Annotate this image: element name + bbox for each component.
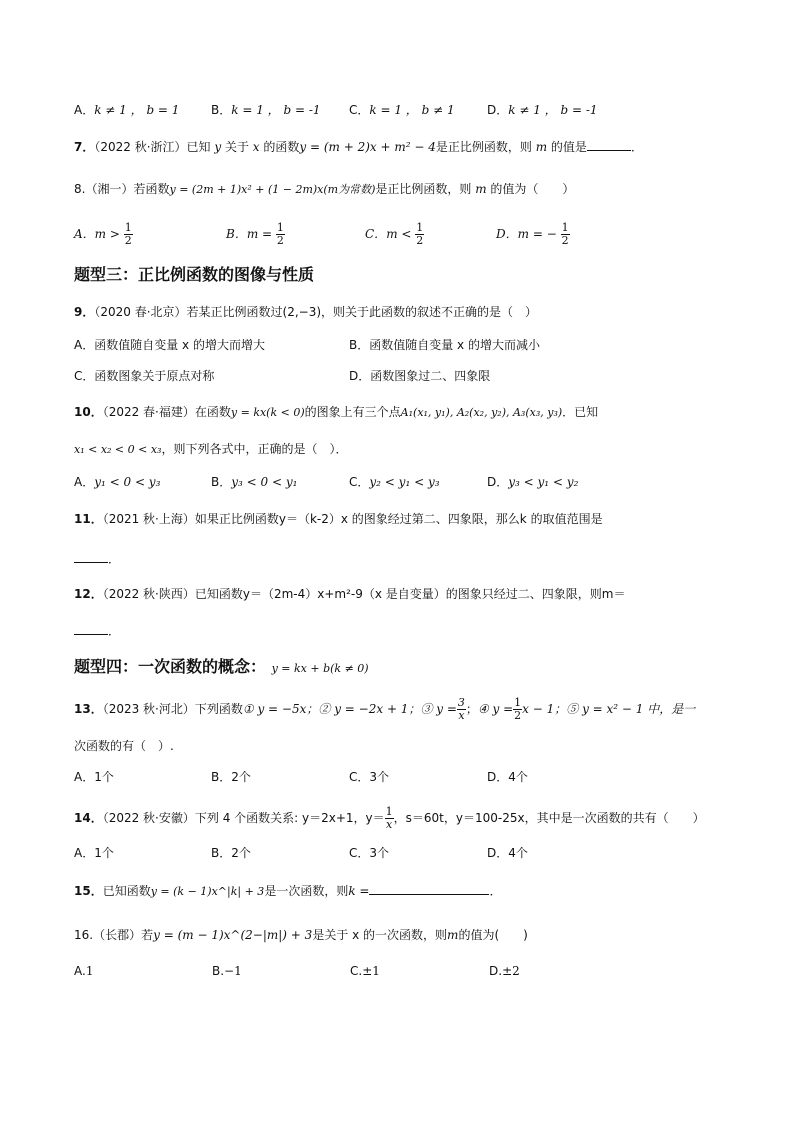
- answer-blank[interactable]: [74, 550, 108, 563]
- question-10: 10．（2022 春·福建）在函数y = kx(k < 0)的图象上有三个点A₁(x₁, y₁), A₂(x₂, y₂), A₃(x₃, y₃)．已知: [74, 405, 599, 419]
- answer-blank[interactable]: [369, 882, 489, 895]
- question-7: 7．（2022 秋·浙江）已知 y 关于 x 的函数y = (m + 2)x + m² − 4是正比例函数，则 m 的值是 ．: [74, 140, 643, 154]
- question-16: 16.（长郡）若y = (m − 1)x^(2−|m|) + 3是关于 x 的一次函数，则m的值为( ): [74, 928, 528, 942]
- section-heading-4: 题型四：一次函数的概念： y = kx + b(k ≠ 0): [74, 657, 369, 676]
- q14-option-b: B．2个: [211, 846, 251, 860]
- q9-option-b: B．函数值随自变量 x 的增大而减小: [349, 338, 540, 352]
- q6-option-d: D．k ≠ 1 ， b = -1: [487, 103, 598, 117]
- section-heading-3: 题型三：正比例函数的图像与性质: [74, 265, 315, 284]
- answer-blank[interactable]: [587, 138, 631, 151]
- q10-option-d: D．y₃ < y₁ < y₂: [487, 475, 579, 489]
- question-8: 8.（湘一）若函数y = (2m + 1)x² + (1 − 2m)x(m为常数)是正比例函数，则 m 的值为（ ）: [74, 182, 575, 196]
- q13-option-c: C．3个: [349, 770, 390, 784]
- q9-option-c: C．函数图象关于原点对称: [74, 369, 215, 383]
- q16-option-b: B.−1: [212, 964, 242, 978]
- question-13-line-2: 次函数的有（ ）.: [74, 739, 174, 753]
- q14-option-a: A．1个: [74, 846, 114, 860]
- q10-option-b: B．y₃ < 0 < y₁: [211, 475, 298, 489]
- q13-option-b: B．2个: [211, 770, 251, 784]
- answer-blank[interactable]: [74, 622, 108, 635]
- q6-option-c: C．k = 1 ， b ≠ 1: [349, 103, 455, 117]
- question-11-line-2: ．: [74, 550, 120, 568]
- q10-option-a: A．y₁ < 0 < y₃: [74, 475, 161, 489]
- question-12-line-2: ．: [74, 622, 120, 640]
- q10-option-c: C．y₂ < y₁ < y₃: [349, 475, 440, 489]
- q6-option-b: B．k = 1 ， b = -1: [211, 103, 321, 117]
- q8-option-d: D．m = − $\frac{1}{2}$: [496, 221, 569, 247]
- q8-option-b: B．m = $\frac{1}{2}$: [226, 221, 284, 247]
- q13-option-d: D．4个: [487, 770, 528, 784]
- q9-option-a: A．函数值随自变量 x 的增大而增大: [74, 338, 265, 352]
- question-11: 11．（2021 秋·上海）如果正比例函数y＝（k-2）x 的图象经过第二、四象限，那么k 的取值范围是: [74, 512, 603, 526]
- question-13: 13．（2023 秋·河北）下列函数① y = −5x；② y = −2x + 1；③ y = $\frac{3}{x}$ ；④ y = $\frac{1}{2}$ x − 1；⑤ y = x² − 1 中，是一: [74, 696, 696, 722]
- question-14: 14．（2022 秋·安徽）下列 4 个函数关系: y＝2x+1，y＝ $\frac{1}{x}$ ，s＝60t，y＝100-25x，其中是一次函数的共有（ ）: [74, 805, 705, 831]
- q14-option-c: C．3个: [349, 846, 390, 860]
- q9-option-d: D．函数图象过二、四象限: [349, 369, 491, 383]
- q8-option-c: C．m < $\frac{1}{2}$: [365, 221, 424, 247]
- question-9: 9．（2020 春·北京）若某正比例函数过(2,−3)，则关于此函数的叙述不正确的是（ ）: [74, 305, 538, 319]
- question-15: 15．已知函数y = (k − 1)x^|k| + 3是一次函数，则k = ．: [74, 884, 502, 898]
- q16-option-c: C.±1: [350, 964, 380, 978]
- q13-option-a: A．1个: [74, 770, 114, 784]
- q16-option-a: A.1: [74, 964, 94, 978]
- q14-option-d: D．4个: [487, 846, 528, 860]
- q8-option-a: A．m > $\frac{1}{2}$: [74, 221, 132, 247]
- question-12: 12．（2022 秋·陕西）已知函数y＝（2m-4）x+m²-9（x 是自变量）的图象只经过二、四象限，则m＝: [74, 587, 626, 601]
- q6-option-a: A．k ≠ 1 ， b = 1: [74, 103, 180, 117]
- question-10-line-2: x₁ < x₂ < 0 < x₃，则下列各式中，正确的是（ ）．: [74, 442, 348, 456]
- q16-option-d: D.±2: [489, 964, 520, 978]
